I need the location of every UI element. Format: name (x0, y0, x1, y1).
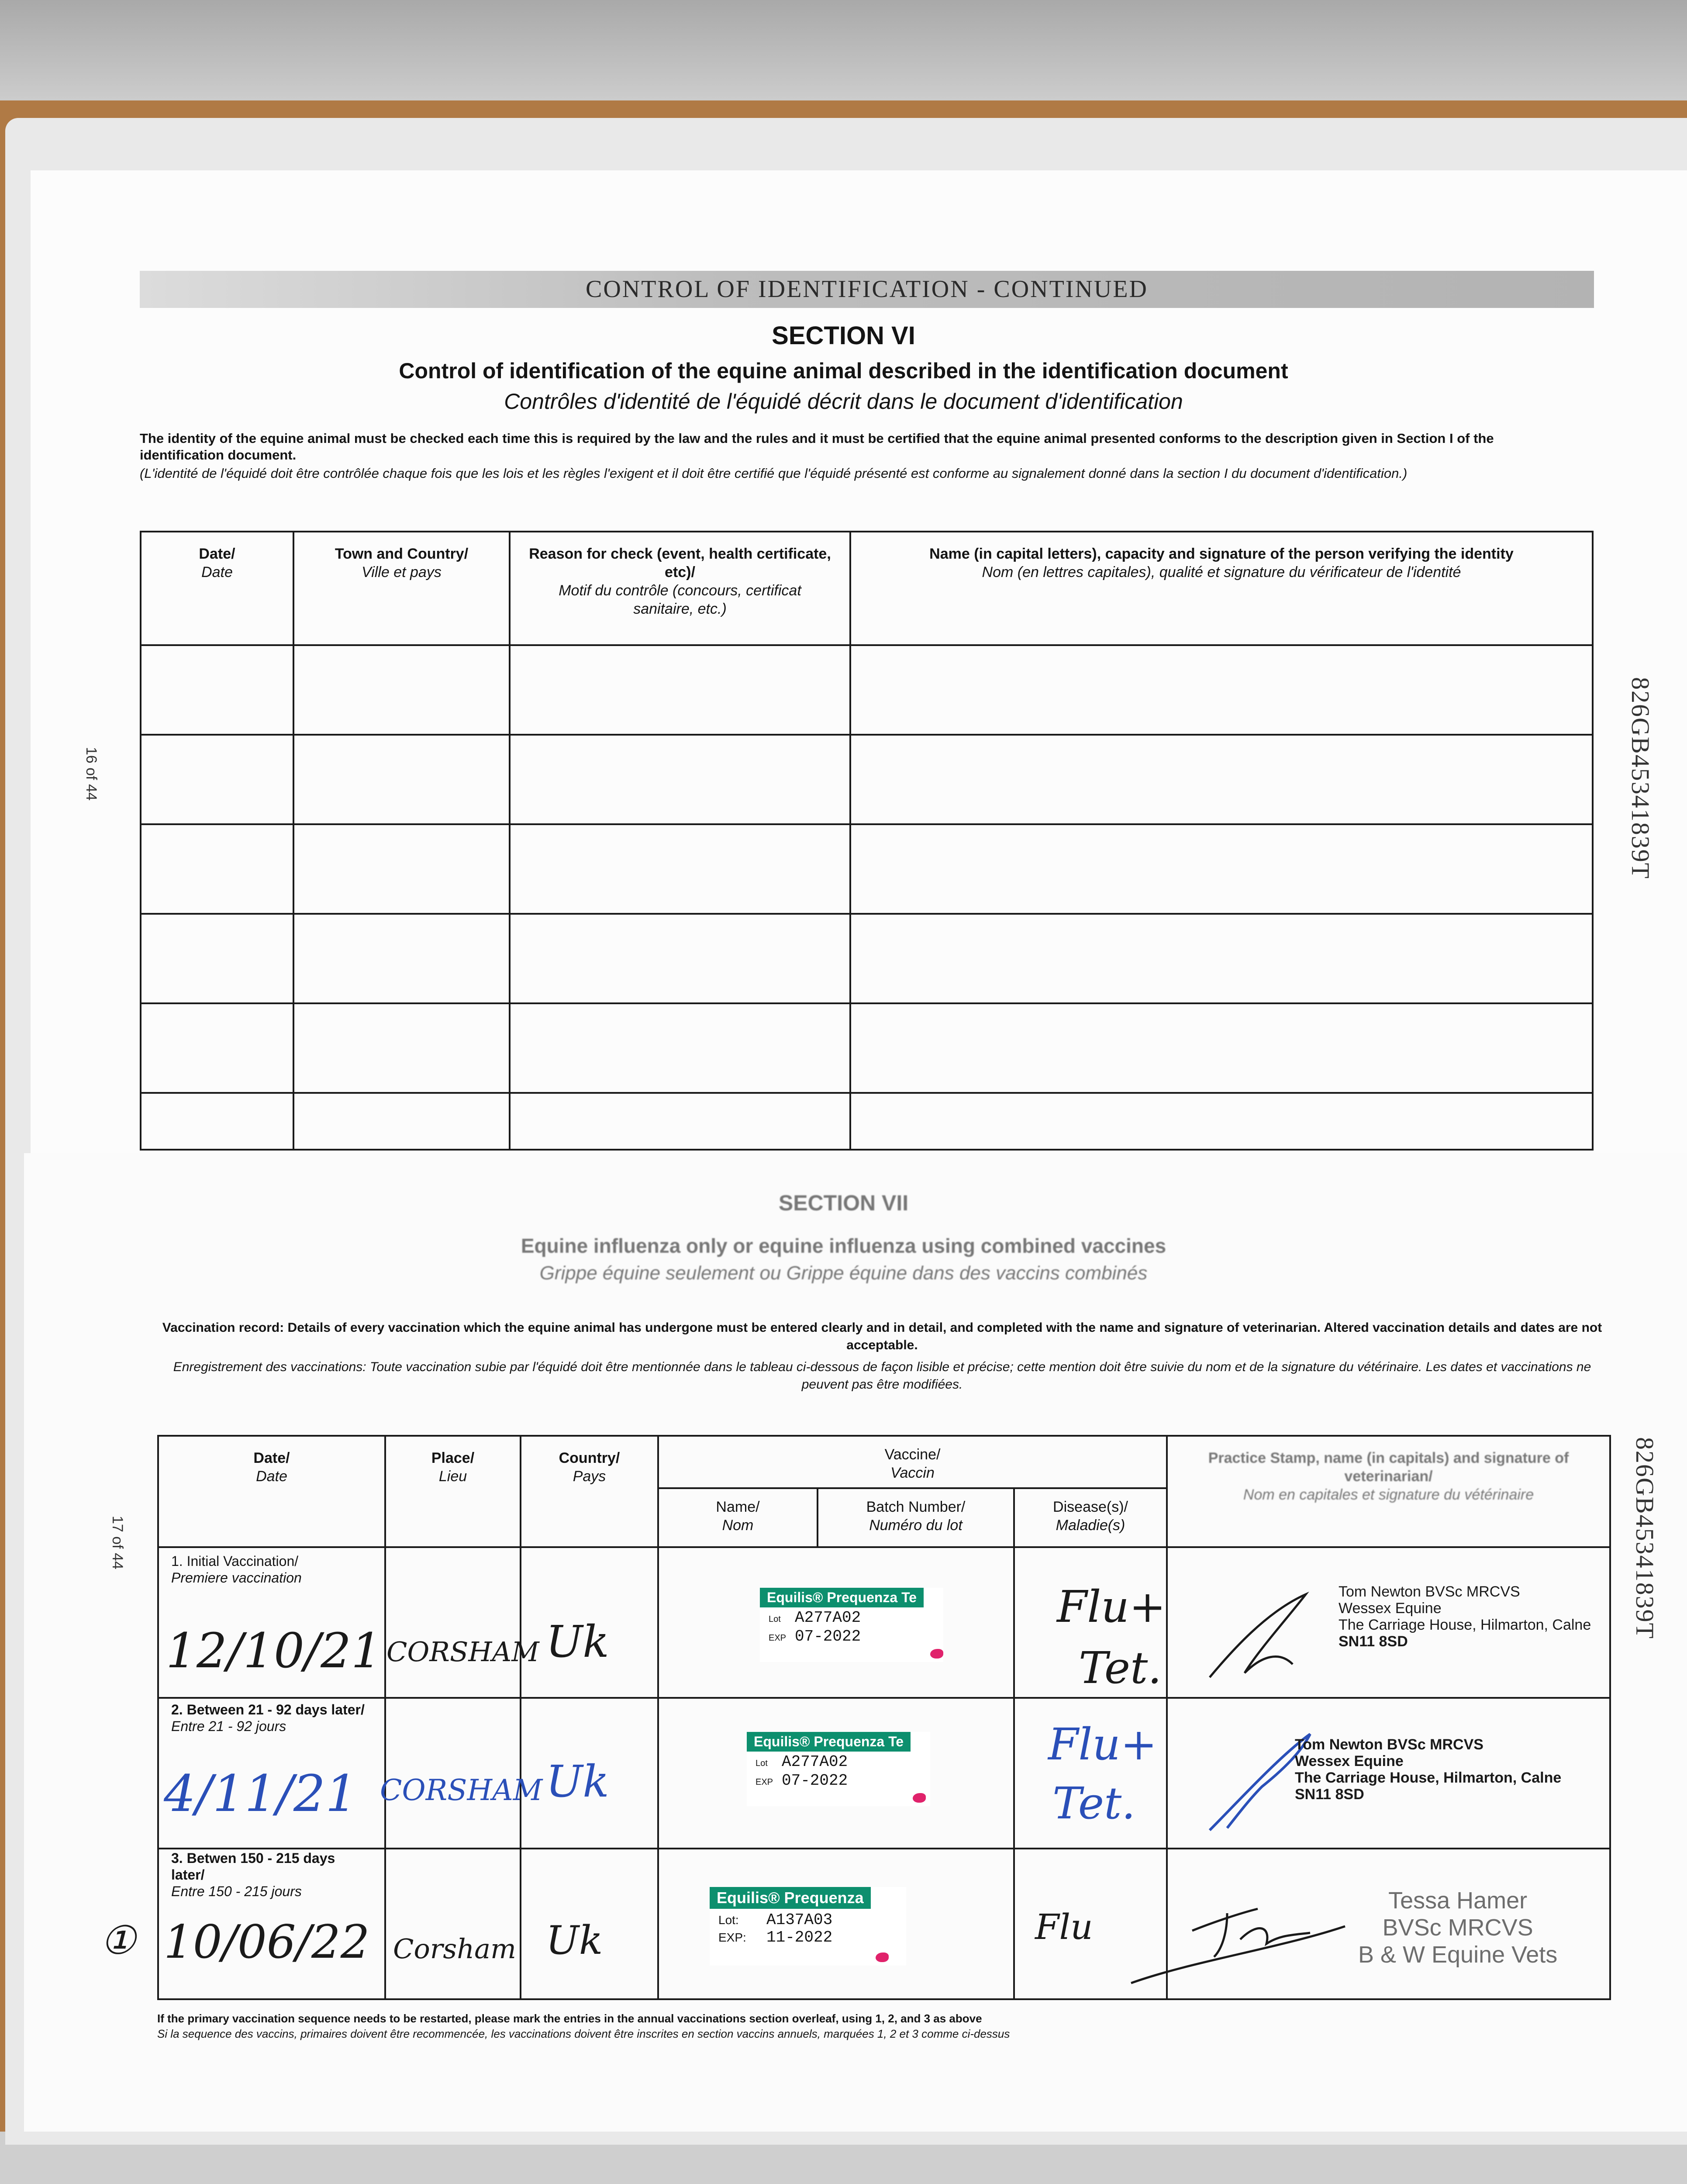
row2-date: 4/11/21 (164, 1765, 358, 1823)
table-cell[interactable] (141, 1093, 293, 1150)
vaccine-brand: Equilis® Prequenza Te (760, 1588, 924, 1607)
row2-place: CORSHAM (380, 1773, 543, 1807)
table-cell[interactable] (850, 914, 1593, 1003)
header-practice-stamp: Practice Stamp, name (in capitals) and signature of veterinarian/ Nom en capitales et signature du vétérinaire (1167, 1436, 1610, 1547)
row2-disease-1: Flu+ (1048, 1719, 1157, 1770)
batch-lot: A137A03 (766, 1911, 833, 1929)
section7-intro-fr: Enregistrement des vaccinations: Toute vaccination subie par l'équidé doit être mentionnée dans le tableau ci-dessous de façon lisible et précise; cette mention doit être suivie du nom et de la signature du vétérinaire. Les dates et vaccinations ne peuvent pas être modifiées. (173, 1360, 1591, 1392)
section7-subtitle-en: Equine influenza only or equine influenza using combined vaccines (521, 1234, 1166, 1257)
table-row (141, 1093, 1593, 1150)
table-cell[interactable] (141, 645, 293, 735)
section6-title: SECTION VI (772, 321, 915, 350)
header-vaccine: Vaccine/ Vaccin (658, 1436, 1167, 1488)
table-cell[interactable] (293, 824, 510, 914)
table-cell[interactable] (293, 645, 510, 735)
table-cell[interactable] (510, 1093, 850, 1150)
label-mark (913, 1793, 926, 1803)
vet-stamp-2: Tom Newton BVSc MRCVS Wessex Equine The Carriage House, Hilmarton, Calne SN11 8SD (1295, 1736, 1562, 1803)
header-batch-number: Batch Number/ Numéro du lot (818, 1488, 1014, 1547)
margin-mark: ① (100, 1918, 136, 1963)
header-date: Date/ Date (158, 1436, 385, 1547)
row1-disease-1: Flu+ (1057, 1581, 1166, 1632)
row1-disease-2: Tet. (1079, 1642, 1162, 1693)
vaccine-brand: Equilis® Prequenza (710, 1887, 871, 1909)
row1-country: Uk (546, 1616, 609, 1667)
table-cell[interactable] (141, 824, 293, 914)
batch-expiry: 07-2022 (782, 1772, 848, 1790)
section6-subtitle-en: Control of identification of the equine animal described in the identification document (399, 359, 1288, 383)
passport-serial-upper: 826GB45341839T (1626, 677, 1655, 879)
page-number-upper: 16 of 44 (83, 747, 100, 801)
row1-place: CORSHAM (386, 1636, 539, 1668)
table-row (141, 735, 1593, 824)
table-cell[interactable] (510, 1003, 850, 1093)
table-cell[interactable] (850, 645, 1593, 735)
header-date: Date/ Date (141, 532, 293, 645)
table-cell[interactable] (510, 645, 850, 735)
table-cell[interactable] (850, 1003, 1593, 1093)
table-cell[interactable] (141, 735, 293, 824)
vaccine-label-1: Equilis® Prequenza Te Lot A277A02 EXP 07-2022 (760, 1588, 943, 1662)
header-place: Place/ Lieu (385, 1436, 521, 1547)
row3-country: Uk (546, 1918, 603, 1963)
banner-title: CONTROL OF IDENTIFICATION - CONTINUED (586, 276, 1148, 303)
table-cell[interactable] (510, 735, 850, 824)
table-cell[interactable] (510, 914, 850, 1003)
section6-intro-fr: (L'identité de l'équidé doit être contrôlée chaque fois que les lois et les règles l'exigent et il doit être certifié que l'équidé présenté est conforme au signalement donné dans la section I du document d'identification.) (140, 466, 1408, 481)
table-row (141, 645, 1593, 735)
table-cell[interactable] (850, 824, 1593, 914)
label-mark (930, 1649, 943, 1659)
table-row (141, 824, 1593, 914)
table-cell[interactable] (850, 735, 1593, 824)
header-vaccine-name: Name/ Nom (658, 1488, 818, 1547)
header-country: Country/ Pays (521, 1436, 658, 1547)
row3-date: 10/06/22 (164, 1915, 370, 1969)
place-cell[interactable] (385, 1849, 521, 1999)
vaccine-brand: Equilis® Prequenza Te (747, 1732, 911, 1752)
vet-stamp-3: Tessa Hamer BVSc MRCVS B & W Equine Vets (1358, 1887, 1558, 1968)
section7-title: SECTION VII (778, 1191, 909, 1215)
row3-label: 3. Betwen 150 - 215 days later/ Entre 150 - 215 jours (171, 1850, 335, 1899)
row1-date: 12/10/21 (166, 1623, 382, 1679)
section7-subtitle-fr: Grippe équine seulement ou Grippe équine dans des vaccins combinés (539, 1262, 1148, 1284)
section7-intro-en: Vaccination record: Details of every vaccination which the equine animal has undergone must be entered clearly and in detail, and completed with the name and signature of veterinarian. Altered vaccination details and dates are not acceptable. (162, 1320, 1602, 1352)
table-cell[interactable] (293, 735, 510, 824)
table-cell[interactable] (293, 1093, 510, 1150)
vaccine-label-3: Equilis® Prequenza Lot: A137A03 EXP: 11-2022 (710, 1887, 906, 1966)
header-reason: Reason for check (event, health certificate, etc)/ Motif du contrôle (concours, certificat sanitaire, etc.) (510, 532, 850, 645)
row2-country: Uk (546, 1756, 609, 1807)
section6-subtitle-fr: Contrôles d'identité de l'équidé décrit dans le document d'identification (504, 389, 1183, 414)
table-cell[interactable] (293, 914, 510, 1003)
place-cell[interactable] (385, 1547, 521, 1698)
signature-3 (1127, 1896, 1354, 1992)
label-mark (876, 1952, 889, 1962)
footnote-en: If the primary vaccination sequence needs to be restarted, please mark the entries in the annual vaccinations section overleaf, using 1, 2, and 3 as above (157, 2012, 982, 2025)
table-row (141, 914, 1593, 1003)
table-cell[interactable] (510, 824, 850, 914)
header-disease: Disease(s)/ Maladie(s) (1014, 1488, 1167, 1547)
identification-check-table (140, 531, 1594, 1151)
table-row (141, 1003, 1593, 1093)
passport-serial-lower: 826GB45341839T (1631, 1437, 1659, 1639)
table-cell[interactable] (293, 1003, 510, 1093)
table-cell[interactable] (850, 1093, 1593, 1150)
row3-place: Corsham (393, 1933, 516, 1965)
row2-label: 2. Between 21 - 92 days later/ Entre 21 - 92 jours (171, 1702, 365, 1734)
batch-expiry: 07-2022 (795, 1628, 861, 1645)
page-number-lower: 17 of 44 (109, 1516, 126, 1569)
section6-intro-en: The identity of the equine animal must be checked each time this is required by the law and the rules and it must be certified that the equine animal presented conforms to the description given in Section I of the identification document. (140, 431, 1494, 463)
vet-stamp-1: Tom Newton BVSc MRCVS Wessex Equine The Carriage House, Hilmarton, Calne SN11 8SD (1339, 1583, 1591, 1650)
footnote-fr: Si la sequence des vaccins, primaires doivent être recommencée, les vaccinations doivent être inscrites en section vaccins annuels, marquées 1, 2 et 3 comme ci-dessus (157, 2027, 1010, 2040)
vaccine-label-2: Equilis® Prequenza Te Lot A277A02 EXP 07-2022 (747, 1732, 930, 1806)
row1-label: 1. Initial Vaccination/ Premiere vaccination (171, 1553, 302, 1586)
batch-lot: A277A02 (795, 1609, 861, 1627)
signature-1 (1205, 1586, 1336, 1686)
table-cell[interactable] (141, 1003, 293, 1093)
row2-disease-2: Tet. (1052, 1778, 1136, 1829)
header-town-country: Town and Country/ Ville et pays (293, 532, 510, 645)
table-cell[interactable] (141, 914, 293, 1003)
row3-disease-1: Flu (1035, 1907, 1093, 1947)
batch-lot: A277A02 (782, 1753, 848, 1771)
header-name-signature: Name (in capital letters), capacity and signature of the person verifying the identity Nom (en lettres capitales), qualité et signature du vérificateur de l'identité (850, 532, 1593, 645)
batch-expiry: 11-2022 (766, 1928, 833, 1946)
